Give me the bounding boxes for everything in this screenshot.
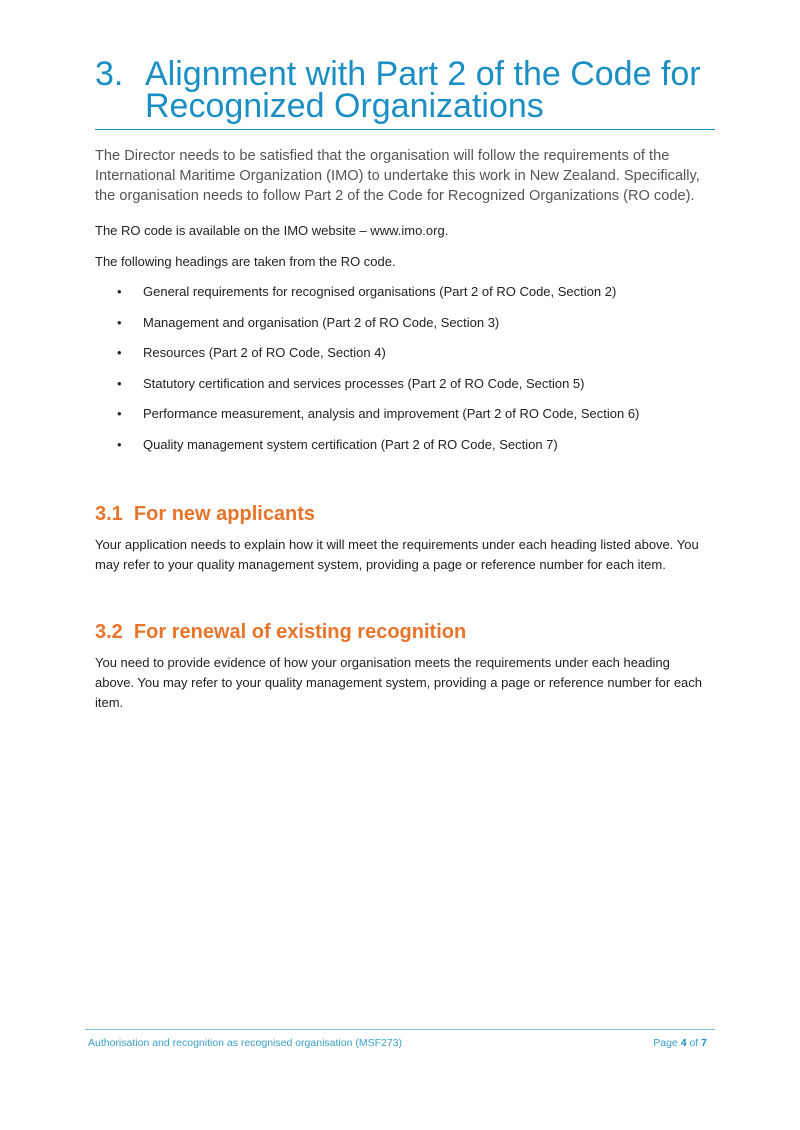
list-item-text: Quality management system certification (Part 2 of RO Code, Section 7)	[143, 436, 558, 452]
list-item	[95, 282, 715, 313]
page-current: 4	[680, 1037, 687, 1049]
lead-paragraph: The Director needs to be satisfied that the organisation will follow the requirements of the International Maritime Organization (IMO) to undertake this work in New Zealand. Specifically, the organisation needs to follow Part 2 of the Code for Recognized Organizations (RO code).	[95, 148, 700, 204]
section-number: 3.	[95, 55, 124, 93]
footer-divider	[85, 1029, 715, 1030]
list-item	[95, 374, 715, 405]
footer-doc-title: Authorisation and recognition as recognised organisation (MSF273)	[88, 1037, 403, 1049]
bullet-icon: •	[117, 284, 122, 299]
section-title-text: Alignment with Part 2 of the Code for Recognized Organizations	[145, 55, 701, 125]
list-item-text: General requirements for recognised organisations (Part 2 of RO Code, Section 2)	[143, 284, 617, 299]
ro-code-note: The RO code is available on the IMO website – www.imo.org.	[95, 223, 449, 238]
list-item-text: Resources (Part 2 of RO Code, Section 4)	[143, 345, 386, 361]
list-item	[95, 435, 715, 466]
ro-code-headings-list	[95, 282, 715, 466]
title-divider	[95, 129, 715, 130]
renewal-body: You need to provide evidence of how your organisation meets the requirements under each heading above. You may refer to your quality management system, providing a page or reference number for each item.	[95, 655, 703, 710]
bullet-icon: •	[117, 345, 122, 361]
bullet-icon: •	[117, 375, 122, 391]
list-item-text: Performance measurement, analysis and improvement (Part 2 of RO Code, Section 6)	[143, 406, 640, 422]
list-item-text: Management and organisation (Part 2 of RO Code, Section 3)	[143, 314, 500, 330]
list-item-text: Statutory certification and services processes (Part 2 of RO Code, Section 5)	[143, 375, 585, 391]
list-item	[95, 404, 715, 435]
new-applicants-body: Your application needs to explain how it will meet the requirements under each heading listed above. You may refer to your quality management system, providing a page or reference number for each item.	[95, 537, 699, 572]
footer-page-number	[653, 1037, 707, 1049]
bullet-icon: •	[117, 314, 122, 330]
page-label: Page	[653, 1037, 678, 1049]
list-item	[95, 343, 715, 374]
section-title	[95, 55, 715, 125]
subsection-heading-renewal: 3.2 For renewal of existing recognition	[95, 621, 467, 643]
subsection-heading-new-applicants: 3.1 For new applicants	[95, 503, 316, 525]
list-item	[95, 313, 715, 344]
headings-intro: The following headings are taken from the RO code.	[95, 254, 396, 269]
bullet-icon: •	[117, 436, 122, 452]
page-of: of	[689, 1037, 699, 1049]
bullet-icon: •	[117, 406, 122, 422]
page-total: 7	[701, 1037, 707, 1049]
